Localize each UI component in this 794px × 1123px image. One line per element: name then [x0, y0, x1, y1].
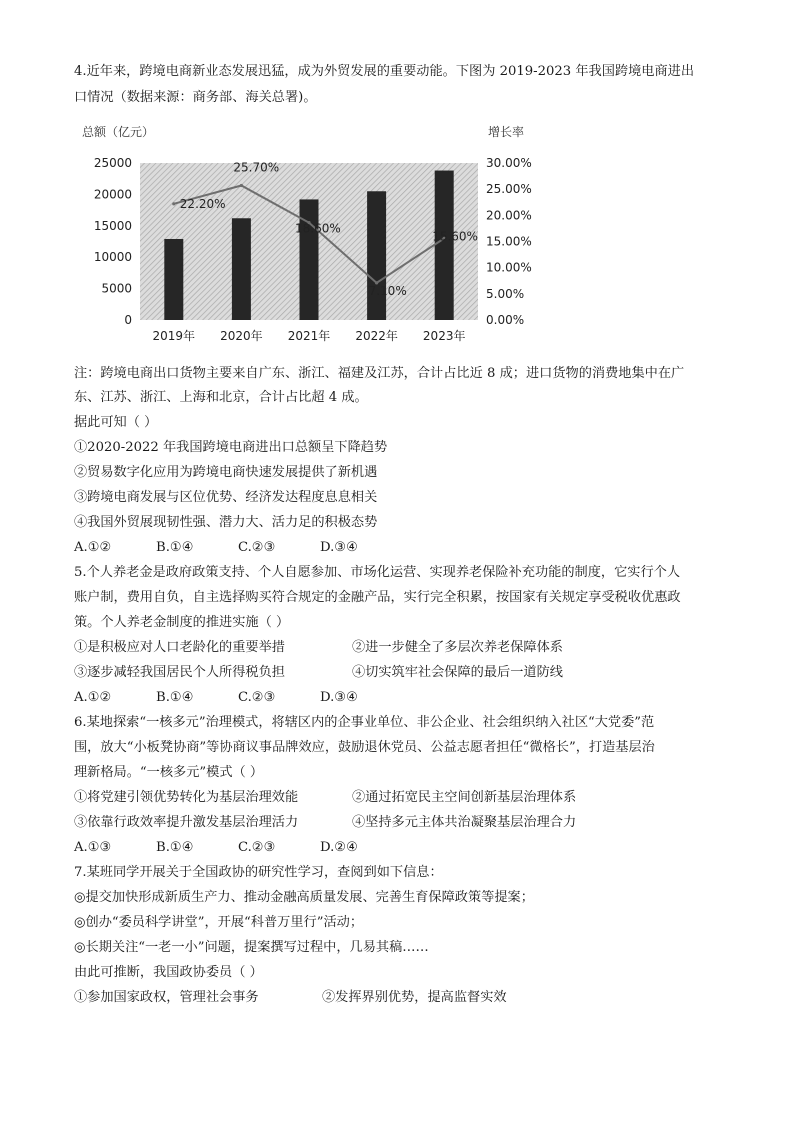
y-tick-label: 20000: [93, 187, 132, 202]
growth-data-label: 18.60%: [295, 221, 341, 236]
x-tick-label: 2019年: [152, 329, 196, 343]
q4-item-2: ②贸易数字化应用为跨境电商快速发展提供了新机遇: [74, 465, 378, 480]
bar-2020年: [232, 218, 251, 320]
q7-info-1: ◎提交加快形成新质生产力、推动金融高质量发展、完善生育保障政策等提案；: [74, 890, 534, 905]
q7-stem-line1: 7.某班同学开展关于全国政协的研究性学习，查阅到如下信息：: [74, 865, 443, 880]
y2-tick-label: 10.00%: [486, 260, 532, 275]
q6-stem-line2: 围，放大“小板凳协商”等协商议事品牌效应，鼓励退休党员、公益志愿者担任“微格长”，打造基层治: [74, 740, 655, 755]
q6-item-1: ①将党建引领优势转化为基层治理效能: [74, 790, 299, 805]
y2-tick-label: 0.00%: [486, 313, 525, 327]
q6-item-2: ②通过拓宽民主空间创新基层治理体系: [352, 790, 577, 805]
q7-prompt: 由此可推断，我国政协委员（ ）: [74, 965, 263, 980]
y-tick-label: 5000: [101, 281, 132, 296]
y-tick-label: 15000: [93, 218, 132, 233]
y2-axis-ticks: [486, 156, 532, 327]
y2-tick-label: 25.00%: [486, 182, 532, 197]
y-tick-label: 10000: [93, 250, 132, 265]
q5-item-1: ①是积极应对人口老龄化的重要举措: [74, 640, 285, 655]
q6-choice-b[interactable]: B.①④: [156, 840, 194, 855]
y2-tick-label: 5.00%: [486, 286, 525, 301]
q5-stem-line1: 5.个人养老金是政府政策支持、个人自愿参加、市场化运营、实现养老保险补充功能的制度，它实行个人: [74, 565, 681, 580]
q7-info-3: ◎长期关注“一老一小”问题，提案撰写过程中，几易其稿……: [74, 940, 429, 955]
q7-items-row1: [74, 988, 734, 1008]
y2-axis-title: 增长率: [488, 125, 525, 139]
q6-choices: [74, 838, 734, 858]
q5-stem-line3: 策。个人养老金制度的推进实施（ ）: [74, 615, 290, 630]
q4-note-line1: 注：跨境电商出口货物主要来自广东、浙江、福建及江苏，合计占比近 8 成；进口货物的消费地集中在广: [74, 366, 685, 381]
y-axis-ticks: [94, 156, 132, 327]
q4-prompt: 据此可知（ ）: [74, 415, 158, 430]
growth-data-label: 7.10%: [368, 283, 407, 298]
q4-stem-line1: 4.近年来，跨境电商新业态发展迅猛，成为外贸发展的重要动能。下图为 2019-2023 年我国跨境电商进出: [74, 64, 695, 79]
q6-item-3: ③依靠行政效率提升激发基层治理活力: [74, 815, 299, 830]
q4-choice-c[interactable]: C.②③: [238, 540, 276, 555]
q6-choice-a[interactable]: A.①③: [74, 840, 112, 855]
x-tick-label: 2022年: [355, 329, 398, 343]
q7-item-2: ②发挥界别优势，提高监督实效: [322, 990, 507, 1005]
q5-stem-line2: 账户制，费用自负，自主选择购买符合规定的金融产品，实行完全积累，按国家有关规定享受税收优惠政: [74, 590, 681, 605]
y-tick-label: 25000: [93, 156, 132, 170]
chart-svg: [76, 118, 546, 353]
bar-2022年: [367, 191, 386, 320]
q6-stem-line1: 6.某地探索“一核多元”治理模式，将辖区内的企事业单位、非公企业、社会组织纳入社区“大党委”范: [74, 715, 655, 730]
q6-stem-line3: 理新格局。“一核多元”模式（ ）: [74, 765, 264, 780]
q6-item-4: ④坚持多元主体共治凝聚基层治理合力: [352, 815, 577, 830]
bar-2021年: [300, 199, 319, 320]
growth-rate-point: [240, 184, 243, 187]
q4-choice-a[interactable]: A.①②: [74, 540, 112, 555]
q5-choices: [74, 688, 734, 708]
q6-choice-d[interactable]: D.②④: [320, 840, 358, 855]
q7-item-1: ①参加国家政权，管理社会事务: [74, 990, 259, 1005]
q4-stem-line2: 口情况（数据来源：商务部、海关总署)。: [74, 90, 317, 105]
q5-choice-b[interactable]: B.①④: [156, 690, 194, 705]
y-axis-title: 总额（亿元）: [82, 125, 155, 139]
q5-item-3: ③逐步减轻我国居民个人所得税负担: [74, 665, 285, 680]
growth-data-label: 25.70%: [233, 160, 280, 175]
q4-note-line2: 东、江苏、浙江、上海和北京，合计占比超 4 成。: [74, 390, 368, 405]
q4-item-4: ④我国外贸展现韧性强、潜力大、活力足的积极态势: [74, 515, 378, 530]
q5-items-row1: [74, 638, 734, 658]
q4-item-1: ①2020-2022 年我国跨境电商进出口总额呈下降趋势: [74, 440, 388, 455]
q5-item-4: ④切实筑牢社会保障的最后一道防线: [352, 665, 563, 680]
x-axis-ticks: [153, 328, 466, 343]
q6-choice-c[interactable]: C.②③: [238, 840, 276, 855]
q4-item-3: ③跨境电商发展与区位优势、经济发达程度息息相关: [74, 490, 378, 505]
growth-data-label: 22.20%: [179, 196, 226, 211]
growth-rate-point: [172, 202, 175, 205]
bar-2019年: [164, 239, 183, 320]
q5-choice-a[interactable]: A.①②: [74, 690, 112, 705]
q5-items-row2: [74, 663, 734, 683]
growth-data-label: 15.60%: [432, 229, 478, 244]
q4-choice-b[interactable]: B.①④: [156, 540, 194, 555]
trade-chart: [76, 118, 546, 353]
y-tick-label: 0: [124, 313, 132, 327]
x-tick-label: 2020年: [220, 329, 263, 343]
q7-info-2: ◎创办“委员科学讲堂”，开展“科普万里行”活动；: [74, 915, 364, 930]
y2-tick-label: 20.00%: [486, 208, 532, 223]
q4-choice-d[interactable]: D.③④: [320, 540, 358, 555]
y2-tick-label: 15.00%: [486, 234, 532, 249]
q4-choices: [74, 538, 734, 558]
x-tick-label: 2023年: [422, 329, 466, 343]
q5-choice-c[interactable]: C.②③: [238, 690, 276, 705]
bar-2023年: [435, 171, 454, 320]
x-tick-label: 2021年: [287, 329, 331, 343]
y2-tick-label: 30.00%: [486, 156, 532, 170]
q6-items-row1: [74, 788, 734, 808]
q5-item-2: ②进一步健全了多层次养老保障体系: [352, 640, 563, 655]
q6-items-row2: [74, 813, 734, 833]
q5-choice-d[interactable]: D.③④: [320, 690, 358, 705]
